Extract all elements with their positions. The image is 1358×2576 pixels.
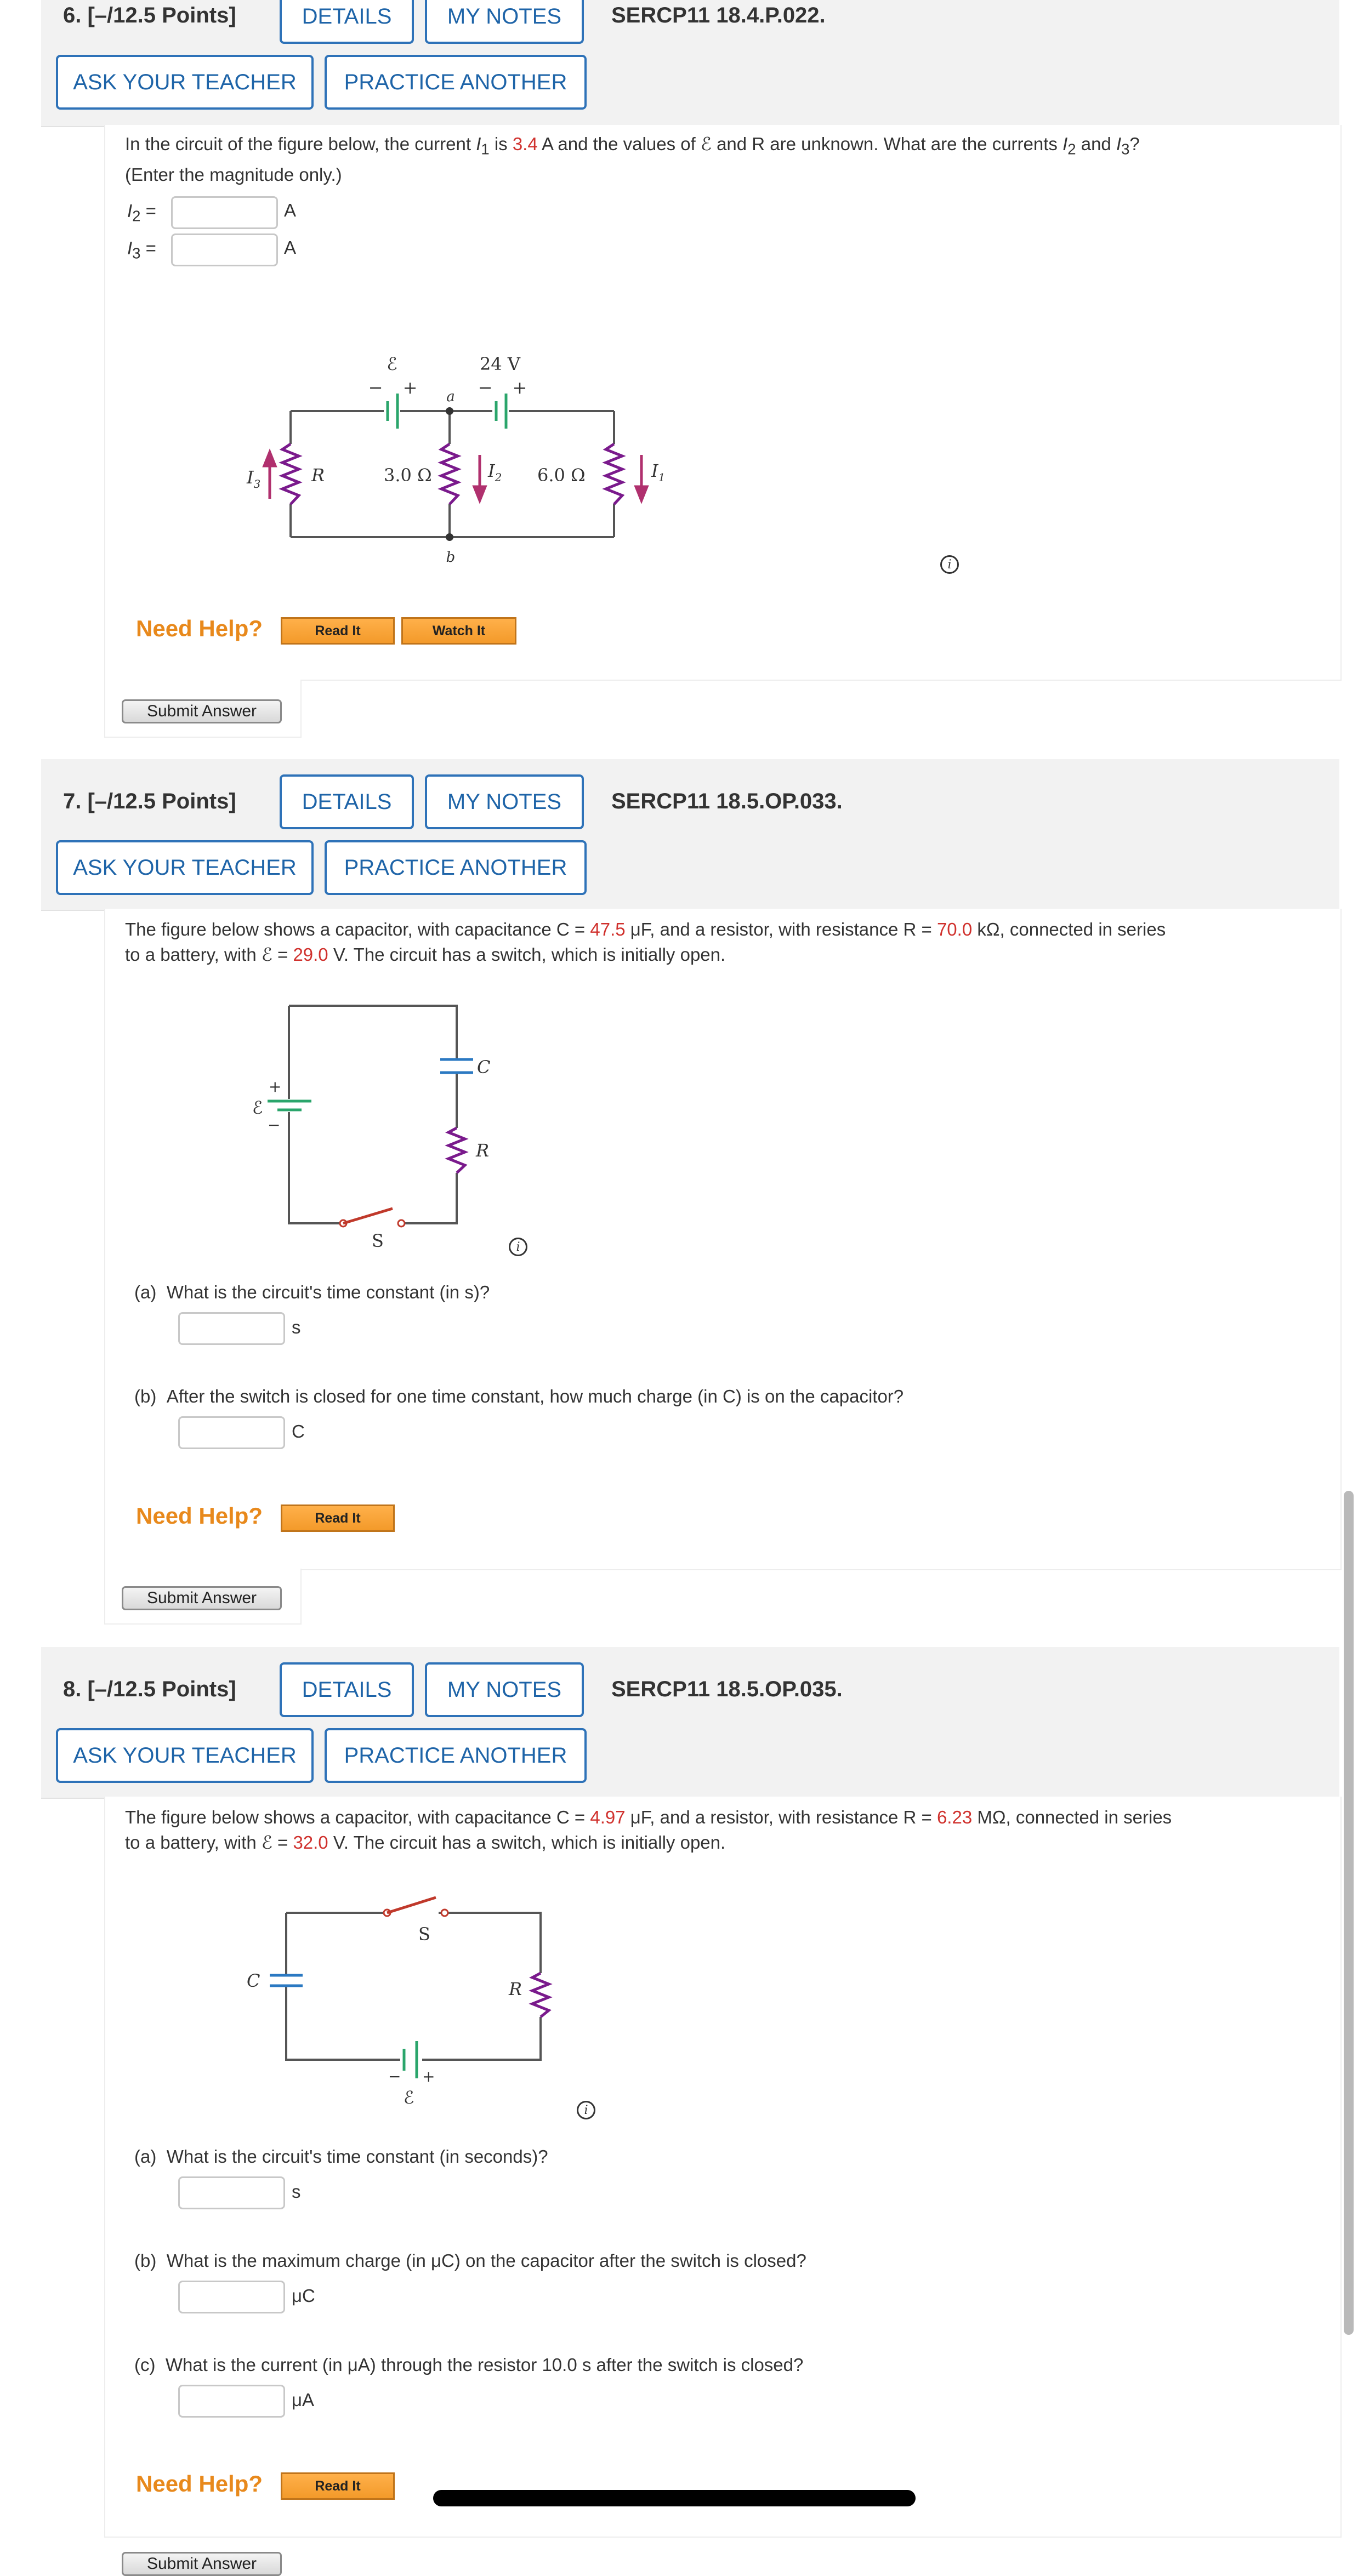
q6-i2-unit: A [284, 200, 297, 220]
q8-part-a-unit: s [292, 2181, 301, 2202]
q7-details-button[interactable]: DETAILS [280, 774, 414, 829]
q7-read-it-button[interactable]: Read It [281, 1504, 395, 1532]
q8-problem-code: SERCP11 18.5.OP.035. [611, 1677, 843, 1701]
q6-fig-r-label: R [311, 465, 325, 486]
q6-fig-6ohm-label: 6.0 Ω [537, 465, 586, 486]
q6-fig-node-a: a [446, 389, 455, 405]
q8-read-it-button[interactable]: Read It [281, 2472, 395, 2500]
q6-read-it-button[interactable]: Read It [281, 617, 395, 645]
q6-fig-3ohm-label: 3.0 Ω [384, 465, 432, 486]
q7-practice-another-button[interactable]: PRACTICE ANOTHER [325, 840, 587, 895]
q7-fig-emf: ℰ [252, 1097, 263, 1118]
q6-fig-i2-label: $I_2$ [488, 460, 502, 484]
q7-circuit-figure [225, 987, 521, 1261]
q6-i2-label: $I_2$ = [127, 201, 156, 225]
q6-fig-i3-label: $I_3$ [247, 467, 261, 491]
q8-part-b-unit: μC [292, 2286, 315, 2306]
q7-fig-s: S [372, 1230, 384, 1251]
q6-submit-button[interactable]: Submit Answer [122, 699, 282, 723]
q8-part-c-input[interactable] [178, 2385, 285, 2418]
q6-fig-emf-label: ℰ [387, 354, 397, 374]
q6-fig-plus-1: + [402, 377, 418, 398]
q7-problem-code: SERCP11 18.5.OP.033. [611, 789, 843, 813]
q6-i2-input[interactable] [171, 196, 278, 229]
q8-part-a-input[interactable] [178, 2176, 285, 2209]
q8-fig-r: R [509, 1979, 522, 1999]
q6-info-icon[interactable]: i [940, 555, 959, 574]
q6-number: 6. [–/12.5 Points] [63, 3, 236, 27]
q6-practice-another-button[interactable]: PRACTICE ANOTHER [325, 55, 587, 110]
home-indicator[interactable] [433, 2490, 916, 2506]
q8-fig-emf: ℰ [404, 2087, 414, 2108]
q6-fig-plus-2: + [512, 377, 527, 398]
q6-fig-minus-1: − [368, 377, 383, 398]
q7-info-icon[interactable]: i [509, 1238, 527, 1256]
q8-details-button[interactable]: DETAILS [280, 1662, 414, 1717]
q7-fig-c: C [477, 1057, 491, 1078]
q8-fig-s: S [418, 1924, 430, 1945]
q7-need-help: Need Help? [136, 1503, 263, 1529]
q6-fig-minus-2: − [478, 377, 493, 398]
q6-i3-label: $I_3$ = [127, 238, 156, 262]
q8-number: 8. [–/12.5 Points] [63, 1677, 236, 1701]
q7-part-b-input[interactable] [178, 1416, 285, 1449]
page-scrollbar[interactable] [1344, 1491, 1354, 2335]
q8-info-icon[interactable]: i [577, 2101, 595, 2119]
q8-prompt: The figure below shows a capacitor, with capacitance C = 4.97 μF, and a resistor, with resistance R = 6.23 MΩ, connected in series to a battery, with ℰ = 32.0 V. The circuit has a switch, which is initially open. [125, 1807, 1172, 1853]
q6-problem-code: SERCP11 18.4.P.022. [611, 3, 826, 27]
q6-circuit-figure [230, 340, 691, 570]
q6-fig-24v-label: 24 V [480, 354, 520, 374]
q8-fig-c: C [247, 1970, 260, 1991]
q8-part-c-unit: μA [292, 2390, 315, 2410]
q6-prompt: In the circuit of the figure below, the current $I_1$ is 3.4 A and the values of ℰ and R are unknown. What are the currents $I_2$ and $I_3$? (Enter the magnitude only.) [125, 134, 1140, 185]
q6-details-button[interactable]: DETAILS [280, 0, 414, 44]
q6-need-help: Need Help? [136, 615, 263, 641]
q6-i3-input[interactable] [171, 233, 278, 266]
q7-number: 7. [–/12.5 Points] [63, 789, 236, 813]
q8-circuit-figure [236, 1885, 576, 2116]
q6-fig-i1-label: $I_1$ [651, 460, 666, 484]
q6-i3-unit: A [284, 237, 297, 258]
q7-my-notes-button[interactable]: MY NOTES [425, 774, 584, 829]
q7-part-b: (b) After the switch is closed for one time constant, how much charge (in C) is on the capacitor? [134, 1386, 904, 1406]
q7-fig-plus: + [269, 1078, 282, 1096]
q8-part-c: (c) What is the current (in μA) through the resistor 10.0 s after the switch is closed? [134, 2355, 804, 2375]
q7-fig-r: R [476, 1140, 490, 1161]
q8-ask-teacher-button[interactable]: ASK YOUR TEACHER [56, 1728, 314, 1783]
q8-need-help: Need Help? [136, 2471, 263, 2497]
q8-submit-button[interactable]: Submit Answer [122, 2552, 282, 2576]
q8-my-notes-button[interactable]: MY NOTES [425, 1662, 584, 1717]
q7-part-a-input[interactable] [178, 1312, 285, 1345]
q6-ask-teacher-button[interactable]: ASK YOUR TEACHER [56, 55, 314, 110]
q8-part-b: (b) What is the maximum charge (in μC) on the capacitor after the switch is closed? [134, 2250, 806, 2271]
q8-part-b-input[interactable] [178, 2281, 285, 2313]
q7-part-b-unit: C [292, 1421, 305, 1441]
q7-prompt: The figure below shows a capacitor, with capacitance C = 47.5 μF, and a resistor, with resistance R = 70.0 kΩ, connected in series to a battery, with ℰ = 29.0 V. The circuit has a switch, which is initially open. [125, 919, 1166, 965]
q6-watch-it-button[interactable]: Watch It [401, 617, 516, 645]
q7-submit-button[interactable]: Submit Answer [122, 1586, 282, 1610]
q6-my-notes-button[interactable]: MY NOTES [425, 0, 584, 44]
q7-part-a-unit: s [292, 1317, 301, 1337]
q6-fig-node-b: b [446, 549, 456, 566]
q8-fig-minus: − [388, 2067, 401, 2085]
q8-fig-plus: + [422, 2067, 435, 2085]
q8-practice-another-button[interactable]: PRACTICE ANOTHER [325, 1728, 587, 1783]
q8-part-a: (a) What is the circuit's time constant (in seconds)? [134, 2146, 548, 2167]
q7-fig-minus: − [268, 1116, 281, 1134]
q7-part-a: (a) What is the circuit's time constant (in s)? [134, 1282, 490, 1302]
q7-ask-teacher-button[interactable]: ASK YOUR TEACHER [56, 840, 314, 895]
